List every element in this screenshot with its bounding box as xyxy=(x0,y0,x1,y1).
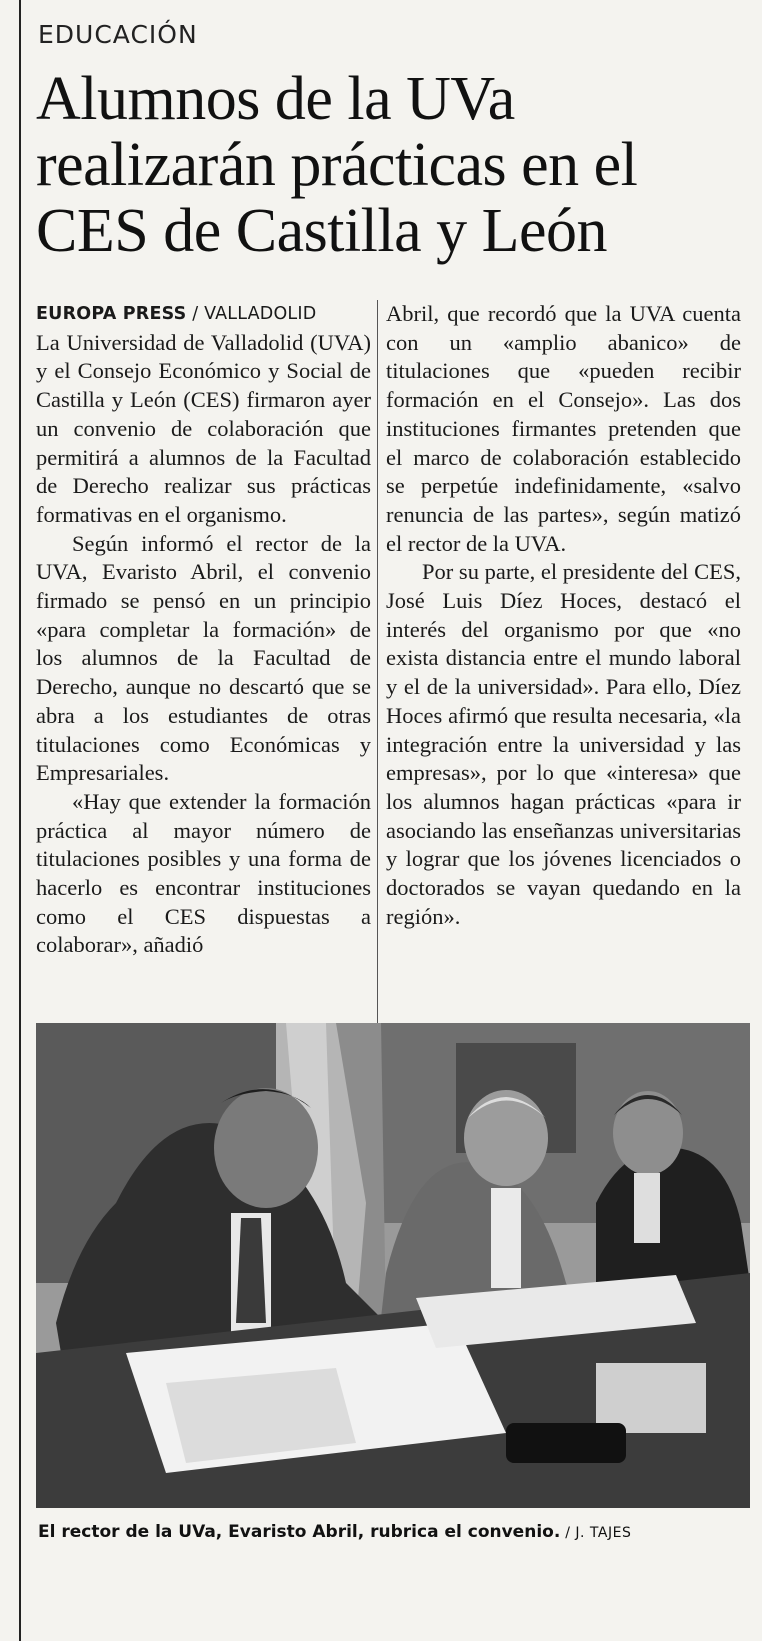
left-column-rule xyxy=(19,0,21,1641)
article-paragraph: «Hay que extender la formación práctica al mayor número de titulaciones posibles y una forma de hacerlo es encontrar instituciones como el CES dispuestas a colaborar», añadió xyxy=(36,788,371,958)
news-photo xyxy=(36,1023,750,1508)
article-paragraph: La Universidad de Valladolid (UVA) y el Consejo Económico y Social de Castilla y León (CES) firmaron ayer un convenio de colaboración que permitirá a alumnos de la Facultad de Derecho realizar sus prácticas formativas en el organismo. xyxy=(36,329,371,527)
byline-separator: / xyxy=(186,304,205,324)
article-column-left xyxy=(36,300,371,960)
photo-caption xyxy=(38,1522,631,1542)
article-paragraph: Abril, que recordó que la UVA cuenta con un «amplio abanico» de titulaciones que «pueden recibir formación en el Consejo». Las dos instituciones firmantes pretenden que el marco de colaboración establecido se perpetúe indefinidamente, «salvo renuncia de las partes», según matizó el rector de la UVA. xyxy=(386,301,741,556)
article-column-right xyxy=(386,300,741,931)
byline-agency: EUROPA PRESS xyxy=(36,304,187,324)
caption-text: El rector de la UVa, Evaristo Abril, rubrica el convenio. xyxy=(38,1522,561,1542)
article-paragraph: Por su parte, el presidente del CES, José Luis Díez Hoces, destacó el interés del organismo por que «no exista distancia entre el mundo laboral y el de la universidad». Para ello, Díez Hoces afirmó que resulta necesaria, «la integración entre la universidad y las empresas», por lo que «interesa» que los alumnos hagan prácticas «para ir asociando las enseñanzas universitarias y lograr que los jóvenes licenciados o doctorados se vayan quedando en la región». xyxy=(386,559,741,929)
column-divider xyxy=(377,300,378,1025)
section-label: EDUCACIÓN xyxy=(38,20,198,49)
byline-location: VALLADOLID xyxy=(204,304,317,324)
byline xyxy=(36,300,371,329)
headline: Alumnos de la UVa realizarán prácticas en el CES de Castilla y León xyxy=(36,65,638,265)
article-paragraph: Según informó el rector de la UVA, Evaristo Abril, el convenio firmado se pensó en un principio «para completar la formación» de los alumnos de la Facultad de Derecho, aunque no descartó que se abra a los estudiantes de otras titulaciones como Económicas y Empresariales. xyxy=(36,530,371,786)
photo-credit: / J. TAJES xyxy=(560,1525,632,1541)
